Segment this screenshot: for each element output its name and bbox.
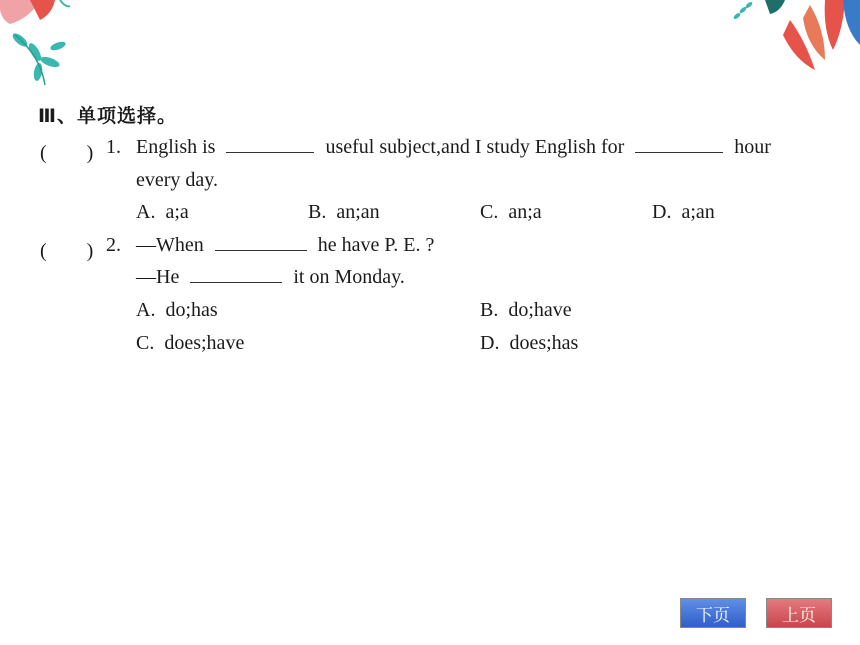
- q2-text-b: he have P. E. ?: [317, 234, 435, 256]
- q1-text-c: hour: [734, 136, 771, 158]
- q1-blank-2: [635, 136, 723, 153]
- option-text: a;an: [681, 201, 715, 223]
- q2-answer-paren: ( ): [40, 240, 94, 262]
- q2-blank-2: [190, 266, 282, 283]
- option-letter: C.: [480, 201, 499, 223]
- section-title: Ⅲ、单项选择。: [38, 105, 177, 127]
- q2-number: 2.: [106, 234, 121, 256]
- option-text: do;have: [508, 299, 572, 321]
- option-letter: A.: [136, 201, 156, 223]
- option-text: an;a: [508, 201, 542, 223]
- q1-option-b: [308, 201, 380, 224]
- floral-decoration-top-left: [0, 0, 95, 95]
- q2-text-a: —When: [136, 234, 204, 256]
- option-text: does;have: [164, 332, 245, 354]
- q1-number: 1.: [106, 136, 121, 158]
- option-letter: C.: [136, 332, 155, 354]
- q1-answer-paren: ( ): [40, 142, 94, 164]
- option-letter: B.: [480, 299, 499, 321]
- q1-option-a: [136, 201, 189, 224]
- q2-blank-1: [215, 234, 307, 251]
- q2-option-d: [480, 332, 578, 355]
- option-letter: A.: [136, 299, 156, 321]
- q1-text-a: English is: [136, 136, 216, 158]
- q1-option-c: [480, 201, 542, 224]
- option-text: does;has: [509, 332, 579, 354]
- q1-text-b: useful subject,and I study English for: [325, 136, 625, 158]
- option-letter: D.: [652, 201, 672, 223]
- q2-option-c: [136, 332, 244, 355]
- option-text: an;an: [336, 201, 380, 223]
- q2-text-d: it on Monday.: [293, 266, 405, 288]
- q2-option-a: [136, 299, 218, 322]
- floral-decoration-top-right: [725, 0, 860, 80]
- q2-option-b: [480, 299, 572, 322]
- q1-option-d: [652, 201, 715, 224]
- next-page-button[interactable]: 下页: [680, 598, 746, 628]
- q1-stem-line2: every day.: [136, 169, 218, 191]
- q2-stem-line2: [136, 266, 405, 289]
- q1-blank-1: [226, 136, 314, 153]
- q1-stem-line1: [136, 136, 771, 159]
- option-letter: B.: [308, 201, 327, 223]
- q2-text-c: —He: [136, 266, 180, 288]
- q2-stem-line1: [136, 234, 434, 257]
- option-text: a;a: [165, 201, 189, 223]
- option-letter: D.: [480, 332, 500, 354]
- previous-page-button[interactable]: 上页: [766, 598, 832, 628]
- option-text: do;has: [165, 299, 218, 321]
